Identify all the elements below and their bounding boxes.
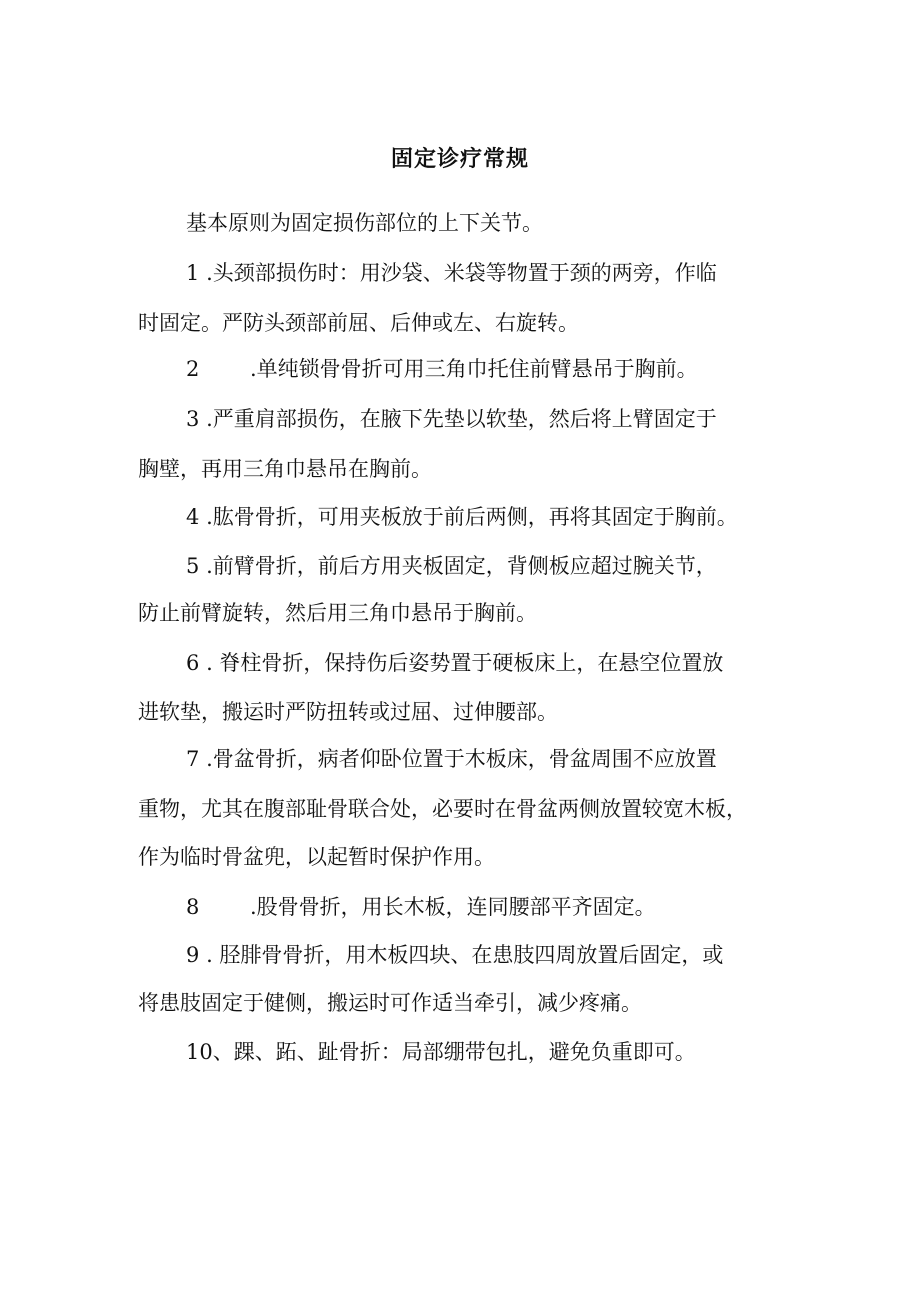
item-number: 3 — [186, 407, 200, 431]
document-title: 固定诊疗常规 — [390, 147, 529, 172]
list-item-7 — [186, 744, 717, 774]
list-item-1 — [186, 258, 717, 288]
item-number: 4 — [186, 505, 200, 529]
list-item-5 — [186, 551, 717, 581]
list-item-7-continuation-2: 作为临时骨盆兜，以起暂时保护作用。 — [138, 845, 495, 869]
list-item-2 — [186, 354, 698, 384]
item-number: 7 — [186, 747, 200, 771]
list-item-6-continuation: 进软垫，搬运时严防扭转或过屈、过伸腰部。 — [138, 700, 558, 724]
item-number: 10 — [186, 1040, 213, 1064]
item-text: .前臂骨折，前后方用夹板固定，背侧板应超过腕关节， — [206, 554, 717, 578]
item-text: .肱骨骨折，可用夹板放于前后两侧，再将其固定于胸前。 — [206, 505, 738, 529]
item-text: 、踝、跖、趾骨折：局部绷带包扎，避免负重即可。 — [212, 1040, 696, 1064]
item-number: 8 — [186, 895, 200, 919]
list-item-5-continuation: 防止前臂旋转，然后用三角巾悬吊于胸前。 — [138, 601, 537, 625]
item-text: .单纯锁骨骨折可用三角巾托住前臂悬吊于胸前。 — [250, 357, 698, 381]
item-number: 5 — [186, 554, 200, 578]
list-item-9-continuation: 将患肢固定于健侧，搬运时可作适当牵引，减少疼痛。 — [138, 991, 642, 1015]
item-number: 9 — [186, 943, 200, 967]
list-item-6 — [186, 648, 723, 678]
list-item-7-continuation-1: 重物，尤其在腹部耻骨联合处，必要时在骨盆两侧放置较宽木板， — [138, 797, 747, 821]
list-item-3-continuation: 胸壁，再用三角巾悬吊在胸前。 — [138, 457, 432, 481]
item-number: 6 — [186, 651, 200, 675]
list-item-10 — [186, 1037, 696, 1067]
intro-paragraph: 基本原则为固定损伤部位的上下关节。 — [186, 211, 543, 235]
list-item-3 — [186, 404, 717, 434]
item-text: .严重肩部损伤，在腋下先垫以软垫，然后将上臂固定于 — [206, 407, 717, 431]
list-item-1-continuation: 时固定。严防头颈部前屈、后伸或左、右旋转。 — [138, 311, 579, 335]
item-number: 1 — [186, 261, 200, 285]
item-text: .骨盆骨折，病者仰卧位置于木板床，骨盆周围不应放置 — [206, 747, 717, 771]
list-item-8 — [186, 892, 656, 922]
list-item-4 — [186, 502, 738, 532]
item-text: .股骨骨折，用长木板，连同腰部平齐固定。 — [250, 895, 656, 919]
item-text: . 脊柱骨折，保持伤后姿势置于硬板床上，在悬空位置放 — [206, 651, 724, 675]
list-item-9 — [186, 940, 723, 970]
item-text: .头颈部损伤时：用沙袋、米袋等物置于颈的两旁，作临 — [206, 261, 717, 285]
item-number: 2 — [186, 357, 200, 381]
item-text: . 胫腓骨骨折，用木板四块、在患肢四周放置后固定，或 — [206, 943, 724, 967]
